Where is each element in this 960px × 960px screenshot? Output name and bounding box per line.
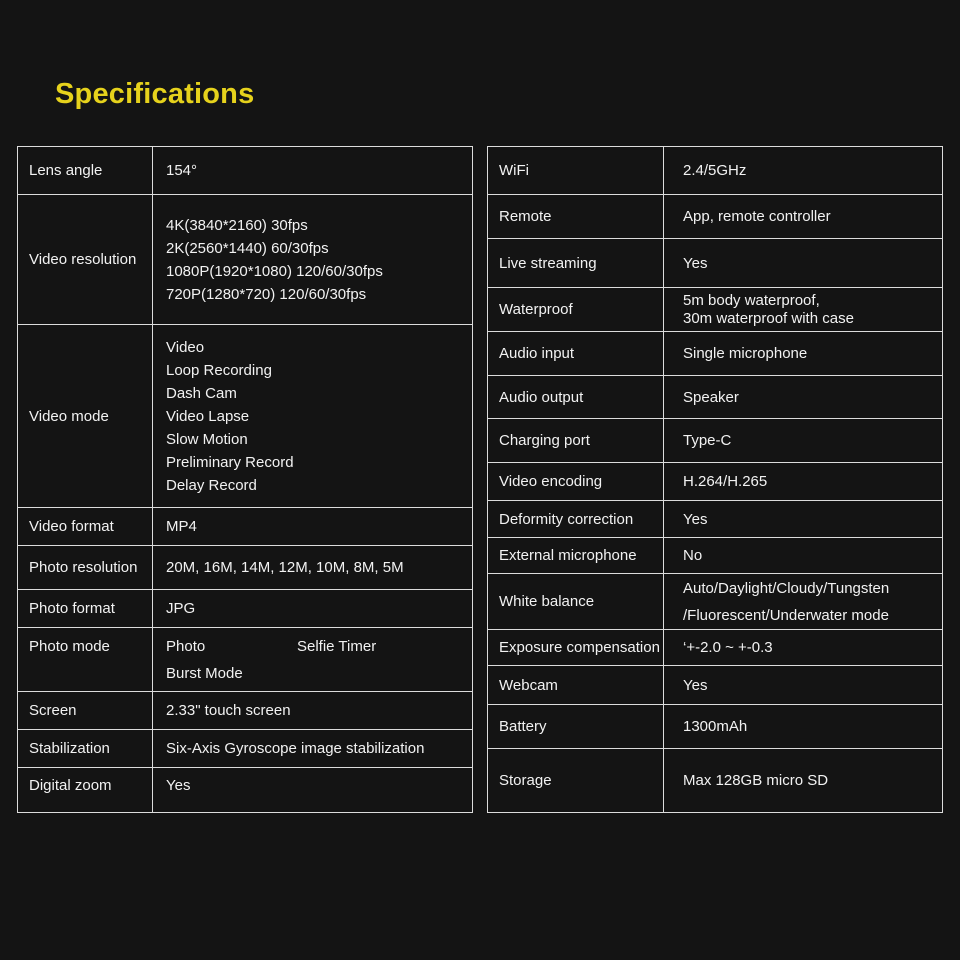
table-row (488, 288, 943, 332)
spec-value: Yes (664, 501, 943, 538)
spec-label: Video format (18, 508, 153, 546)
table-row (18, 768, 473, 813)
spec-label: Stabilization (18, 730, 153, 768)
spec-label: Battery (488, 705, 664, 749)
spec-label: Video mode (18, 325, 153, 508)
spec-label: Photo mode (18, 628, 153, 692)
photo-mode-item: Photo (166, 637, 206, 655)
spec-label: White balance (488, 574, 664, 630)
spec-label: WiFi (488, 147, 664, 195)
spec-value: Yes (664, 666, 943, 705)
table-row (488, 239, 943, 288)
table-row (18, 195, 473, 325)
table-row (18, 590, 473, 628)
table-row (18, 147, 473, 195)
table-row (488, 538, 943, 574)
table-row (488, 195, 943, 239)
spec-table-right (487, 146, 943, 813)
table-row (488, 666, 943, 705)
spec-label: Storage (488, 749, 664, 813)
spec-label: Live streaming (488, 239, 664, 288)
table-row (488, 501, 943, 538)
spec-value: No (664, 538, 943, 574)
spec-value: App, remote controller (664, 195, 943, 239)
spec-value: Type-C (664, 419, 943, 463)
spec-value: 1300mAh (664, 705, 943, 749)
photo-mode-list (166, 633, 472, 687)
spec-label: Deformity correction (488, 501, 664, 538)
spec-label: Lens angle (18, 147, 153, 195)
spec-value: Max 128GB micro SD (664, 749, 943, 813)
spec-table-left (17, 146, 473, 813)
spec-value: JPG (153, 590, 473, 628)
spec-value: 4K(3840*2160) 30fps 2K(2560*1440) 60/30fps 1080P(1920*1080) 120/60/30fps 720P(1280*720) 120/60/30fps (153, 195, 473, 325)
photo-mode-item: Burst Mode (166, 664, 243, 682)
table-row (488, 332, 943, 376)
spec-value: 5m body waterproof, 30m waterproof with case (664, 288, 943, 332)
table-row (18, 325, 473, 508)
spec-label: Exposure compensation (488, 630, 664, 666)
spec-value (153, 628, 473, 692)
spec-value: Auto/Daylight/Cloudy/Tungsten /Fluorescent/Underwater mode (664, 574, 943, 630)
table-row (488, 463, 943, 501)
spec-label: Digital zoom (18, 768, 153, 813)
spec-label: Photo resolution (18, 546, 153, 590)
table-row (18, 730, 473, 768)
table-row (18, 628, 473, 692)
spec-value: Video Loop Recording Dash Cam Video Lapse Slow Motion Preliminary Record Delay Record (153, 325, 473, 508)
spec-value: Yes (153, 768, 473, 813)
spec-label: Webcam (488, 666, 664, 705)
table-row (488, 705, 943, 749)
spec-value: 20M, 16M, 14M, 12M, 10M, 8M, 5M (153, 546, 473, 590)
spec-label: Video resolution (18, 195, 153, 325)
table-row (488, 574, 943, 630)
table-row (488, 419, 943, 463)
spec-label: Screen (18, 692, 153, 730)
spec-value: Six-Axis Gyroscope image stabilization (153, 730, 473, 768)
table-row (18, 546, 473, 590)
spec-value: 2.4/5GHz (664, 147, 943, 195)
spec-label: Video encoding (488, 463, 664, 501)
spec-label: Audio input (488, 332, 664, 376)
table-row (488, 630, 943, 666)
spec-label: Audio output (488, 376, 664, 419)
spec-label: Charging port (488, 419, 664, 463)
table-row (488, 749, 943, 813)
spec-value: ‘+-2.0 ~ +-0.3 (664, 630, 943, 666)
page-title: Specifications (55, 78, 255, 110)
spec-value: 2.33" touch screen (153, 692, 473, 730)
table-row (488, 147, 943, 195)
table-row (488, 376, 943, 419)
spec-label: External microphone (488, 538, 664, 574)
spec-value: 154° (153, 147, 473, 195)
spec-label: Photo format (18, 590, 153, 628)
table-row (18, 692, 473, 730)
photo-mode-item: Selfie Timer (297, 637, 377, 655)
spec-value: Speaker (664, 376, 943, 419)
spec-label: Waterproof (488, 288, 664, 332)
spec-value: Single microphone (664, 332, 943, 376)
spec-value: MP4 (153, 508, 473, 546)
table-row (18, 508, 473, 546)
spec-label: Remote (488, 195, 664, 239)
spec-value: H.264/H.265 (664, 463, 943, 501)
spec-value: Yes (664, 239, 943, 288)
